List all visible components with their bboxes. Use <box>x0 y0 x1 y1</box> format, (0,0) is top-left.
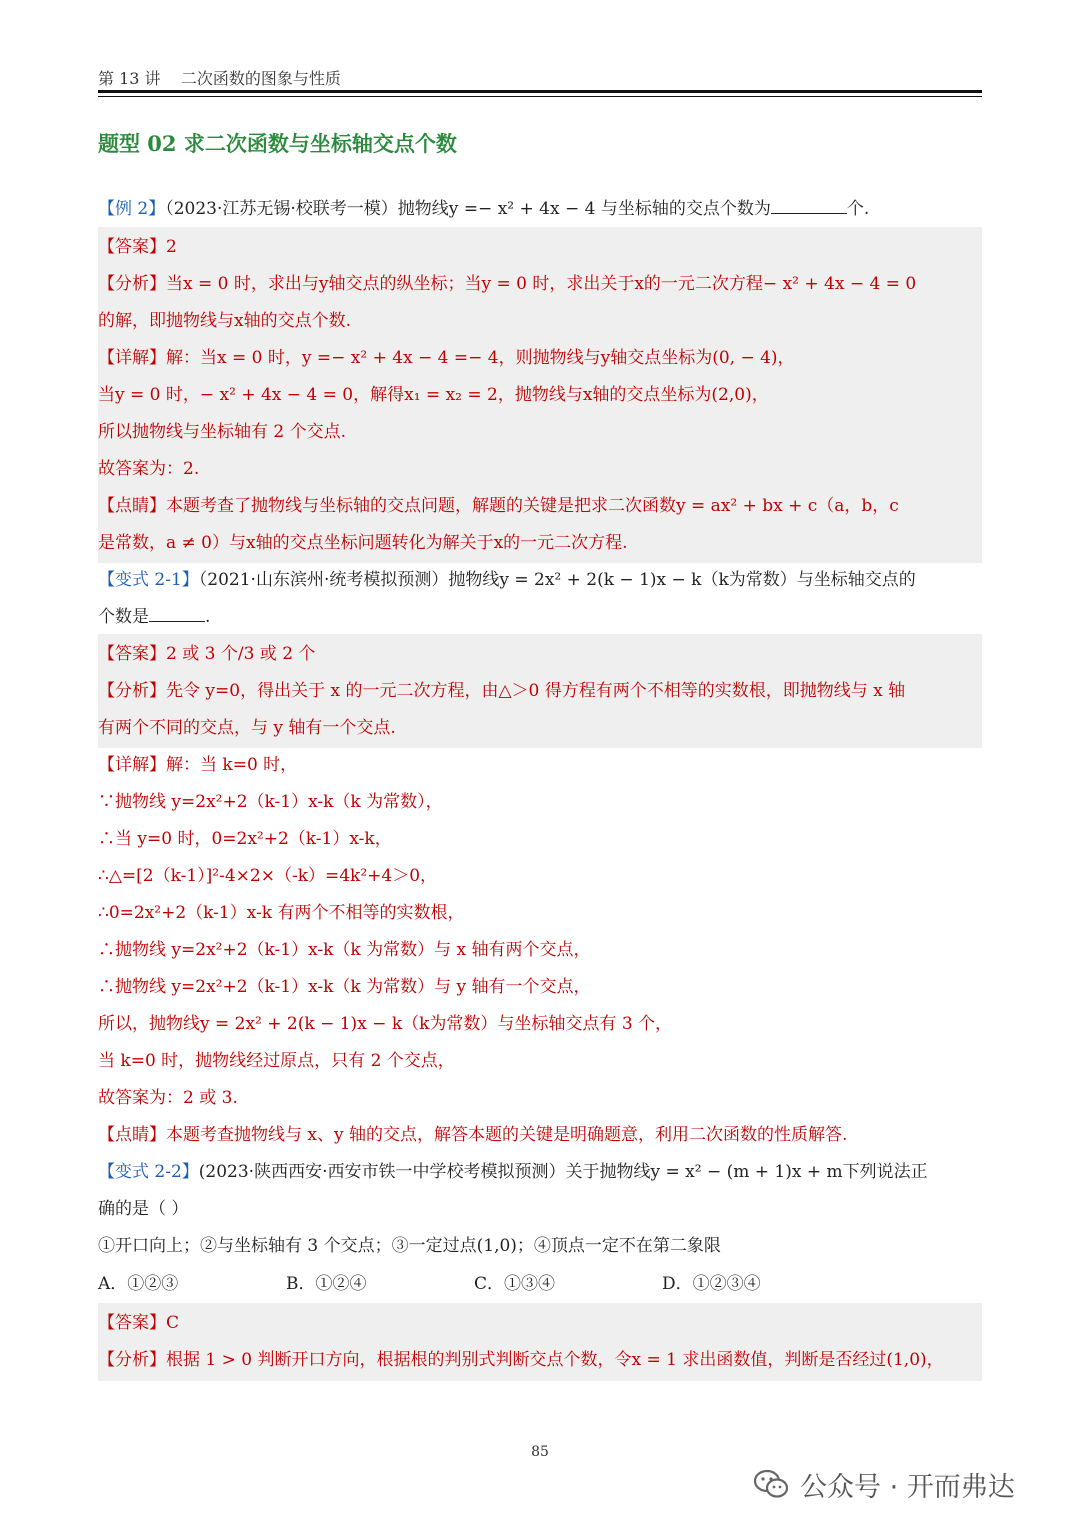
variant-2-1-line1 <box>98 565 916 590</box>
header-rule-thin <box>98 96 982 97</box>
v1-comment <box>98 1120 847 1145</box>
example-tag: 【例 2】 <box>98 199 166 219</box>
v1-detail-line4: ∴△=[2（k-1）]²-4×2×（-k）=4k²+4＞0， <box>98 866 438 886</box>
answer-text: C <box>166 1313 180 1333</box>
ex-detail-line3: 所以抛物线与坐标轴有 2 个交点. <box>98 422 347 442</box>
option-d: D．①②③④ <box>662 1274 761 1294</box>
wechat-icon <box>752 1465 790 1503</box>
watermark <box>752 1462 1015 1506</box>
example-question <box>98 194 869 219</box>
analysis-text: 当x = 0 时，求出与y轴交点的纵坐标；当y = 0 时，求出关于x的一元二次方程− x² + 4x − 4 = 0 <box>166 274 917 294</box>
analysis-text: 先令 y=0，得出关于 x 的一元二次方程，由△＞0 得方程有两个不相等的实数根，即抛物线与 x 轴 <box>166 681 906 701</box>
variant-text: 个数是 <box>98 607 149 627</box>
answer-text: 2 <box>166 237 177 257</box>
answer-tag: 【答案】 <box>98 1313 166 1333</box>
v1-analysis-line2: 有两个不同的交点，与 y 轴有一个交点. <box>98 718 396 738</box>
answer-blank <box>149 605 205 622</box>
analysis-text: 根据 1 > 0 判断开口方向，根据根的判别式判断交点个数，令x = 1 求出函数值，判断是否经过(1,0)， <box>166 1350 944 1370</box>
detail-text: 解：当 k=0 时， <box>166 755 298 775</box>
ex-analysis-line1 <box>98 269 916 294</box>
example-text-after: 个. <box>846 199 870 219</box>
variant-2-1-line2 <box>98 602 210 627</box>
detail-tag: 【详解】 <box>98 755 166 775</box>
header-rule-thick <box>98 90 982 93</box>
v1-detail-line10: 故答案为：2 或 3. <box>98 1088 238 1108</box>
ex-detail-line2: 当y = 0 时，− x² + 4x − 4 = 0，解得x₁ = x₂ = 2，抛物线与x轴的交点坐标为(2,0)， <box>98 385 769 405</box>
analysis-tag: 【分析】 <box>98 274 166 294</box>
page-header <box>98 64 982 98</box>
v1-detail-line1 <box>98 750 297 775</box>
variant-2-2-line2: 确的是（ ） <box>98 1199 189 1219</box>
v1-detail-line8: 所以，抛物线y = 2x² + 2(k − 1)x − k（k为常数）与坐标轴交点有 3 个， <box>98 1014 673 1034</box>
variant-tag: 【变式 2-2】 <box>98 1162 199 1182</box>
v1-detail-line3: ∴当 y=0 时，0=2x²+2（k-1）x-k， <box>98 829 392 849</box>
v1-detail-line5: ∴0=2x²+2（k-1）x-k 有两个不相等的实数根， <box>98 903 465 923</box>
comment-tag: 【点睛】 <box>98 496 166 516</box>
answer-blank <box>771 197 847 214</box>
ex-answer <box>98 232 177 257</box>
answer-tag: 【答案】 <box>98 237 166 257</box>
answer-text: 2 或 3 个/3 或 2 个 <box>166 644 316 664</box>
comment-tag: 【点睛】 <box>98 1125 166 1145</box>
variant-text: (2023·陕西西安·西安市铁一中学校考模拟预测）关于抛物线y = x² − (m + 1)x + m下列说法正 <box>198 1162 928 1182</box>
variant-text: （2021·山东滨州·统考模拟预测）抛物线y = 2x² + 2(k − 1)x − k（k为常数）与坐标轴交点的 <box>198 570 916 590</box>
answer-tag: 【答案】 <box>98 644 166 664</box>
option-c: C．①③④ <box>474 1274 556 1294</box>
ex-comment-line2: 是常数，a ≠ 0）与x轴的交点坐标问题转化为解关于x的一元二次方程. <box>98 533 628 553</box>
analysis-tag: 【分析】 <box>98 681 166 701</box>
section-title: 题型 02 求二次函数与坐标轴交点个数 <box>98 131 457 156</box>
option-b: B．①②④ <box>286 1274 367 1294</box>
v1-detail-line9: 当 k=0 时，抛物线经过原点，只有 2 个交点， <box>98 1051 455 1071</box>
ex-detail-line4: 故答案为：2. <box>98 459 200 479</box>
variant-text-after: . <box>205 607 211 627</box>
detail-text: 解：当x = 0 时，y =− x² + 4x − 4 =− 4，则抛物线与y轴交点坐标为(0, − 4)， <box>166 348 795 368</box>
v2-analysis <box>98 1345 944 1370</box>
v1-analysis-line1 <box>98 676 905 701</box>
variant-2-2-statements: ①开口向上；②与坐标轴有 3 个交点；③一定过点(1,0)；④顶点一定不在第二象限 <box>98 1236 721 1256</box>
page-number: 85 <box>531 1444 549 1460</box>
comment-text: 本题考查抛物线与 x、y 轴的交点，解答本题的关键是明确题意，利用二次函数的性质解答. <box>166 1125 848 1145</box>
ex-comment-line1 <box>98 491 899 516</box>
ex-detail-line1 <box>98 343 795 368</box>
v1-answer <box>98 639 315 664</box>
analysis-tag: 【分析】 <box>98 1350 166 1370</box>
v1-detail-line2: ∵抛物线 y=2x²+2（k-1）x-k（k 为常数）， <box>98 792 443 812</box>
detail-tag: 【详解】 <box>98 348 166 368</box>
watermark-text: 公众号 · 开而弗达 <box>800 1471 1015 1503</box>
v1-detail-line6: ∴抛物线 y=2x²+2（k-1）x-k（k 为常数）与 x 轴有两个交点， <box>98 940 591 960</box>
comment-text: 本题考查了抛物线与坐标轴的交点问题，解题的关键是把求二次函数y = ax² + bx + c（a，b，c <box>166 496 899 516</box>
v1-detail-line7: ∴抛物线 y=2x²+2（k-1）x-k（k 为常数）与 y 轴有一个交点， <box>98 977 591 997</box>
ex-analysis-line2: 的解，即抛物线与x轴的交点个数. <box>98 311 351 331</box>
option-a: A．①②③ <box>98 1274 179 1294</box>
variant-tag: 【变式 2-1】 <box>98 570 199 590</box>
v2-answer <box>98 1308 179 1333</box>
example-text: （2023·江苏无锡·校联考一模）抛物线y =− x² + 4x − 4 与坐标轴的交点个数为 <box>165 199 771 219</box>
header-title: 第 13 讲 二次函数的图象与性质 <box>98 69 341 88</box>
variant-2-2-line1 <box>98 1157 928 1182</box>
